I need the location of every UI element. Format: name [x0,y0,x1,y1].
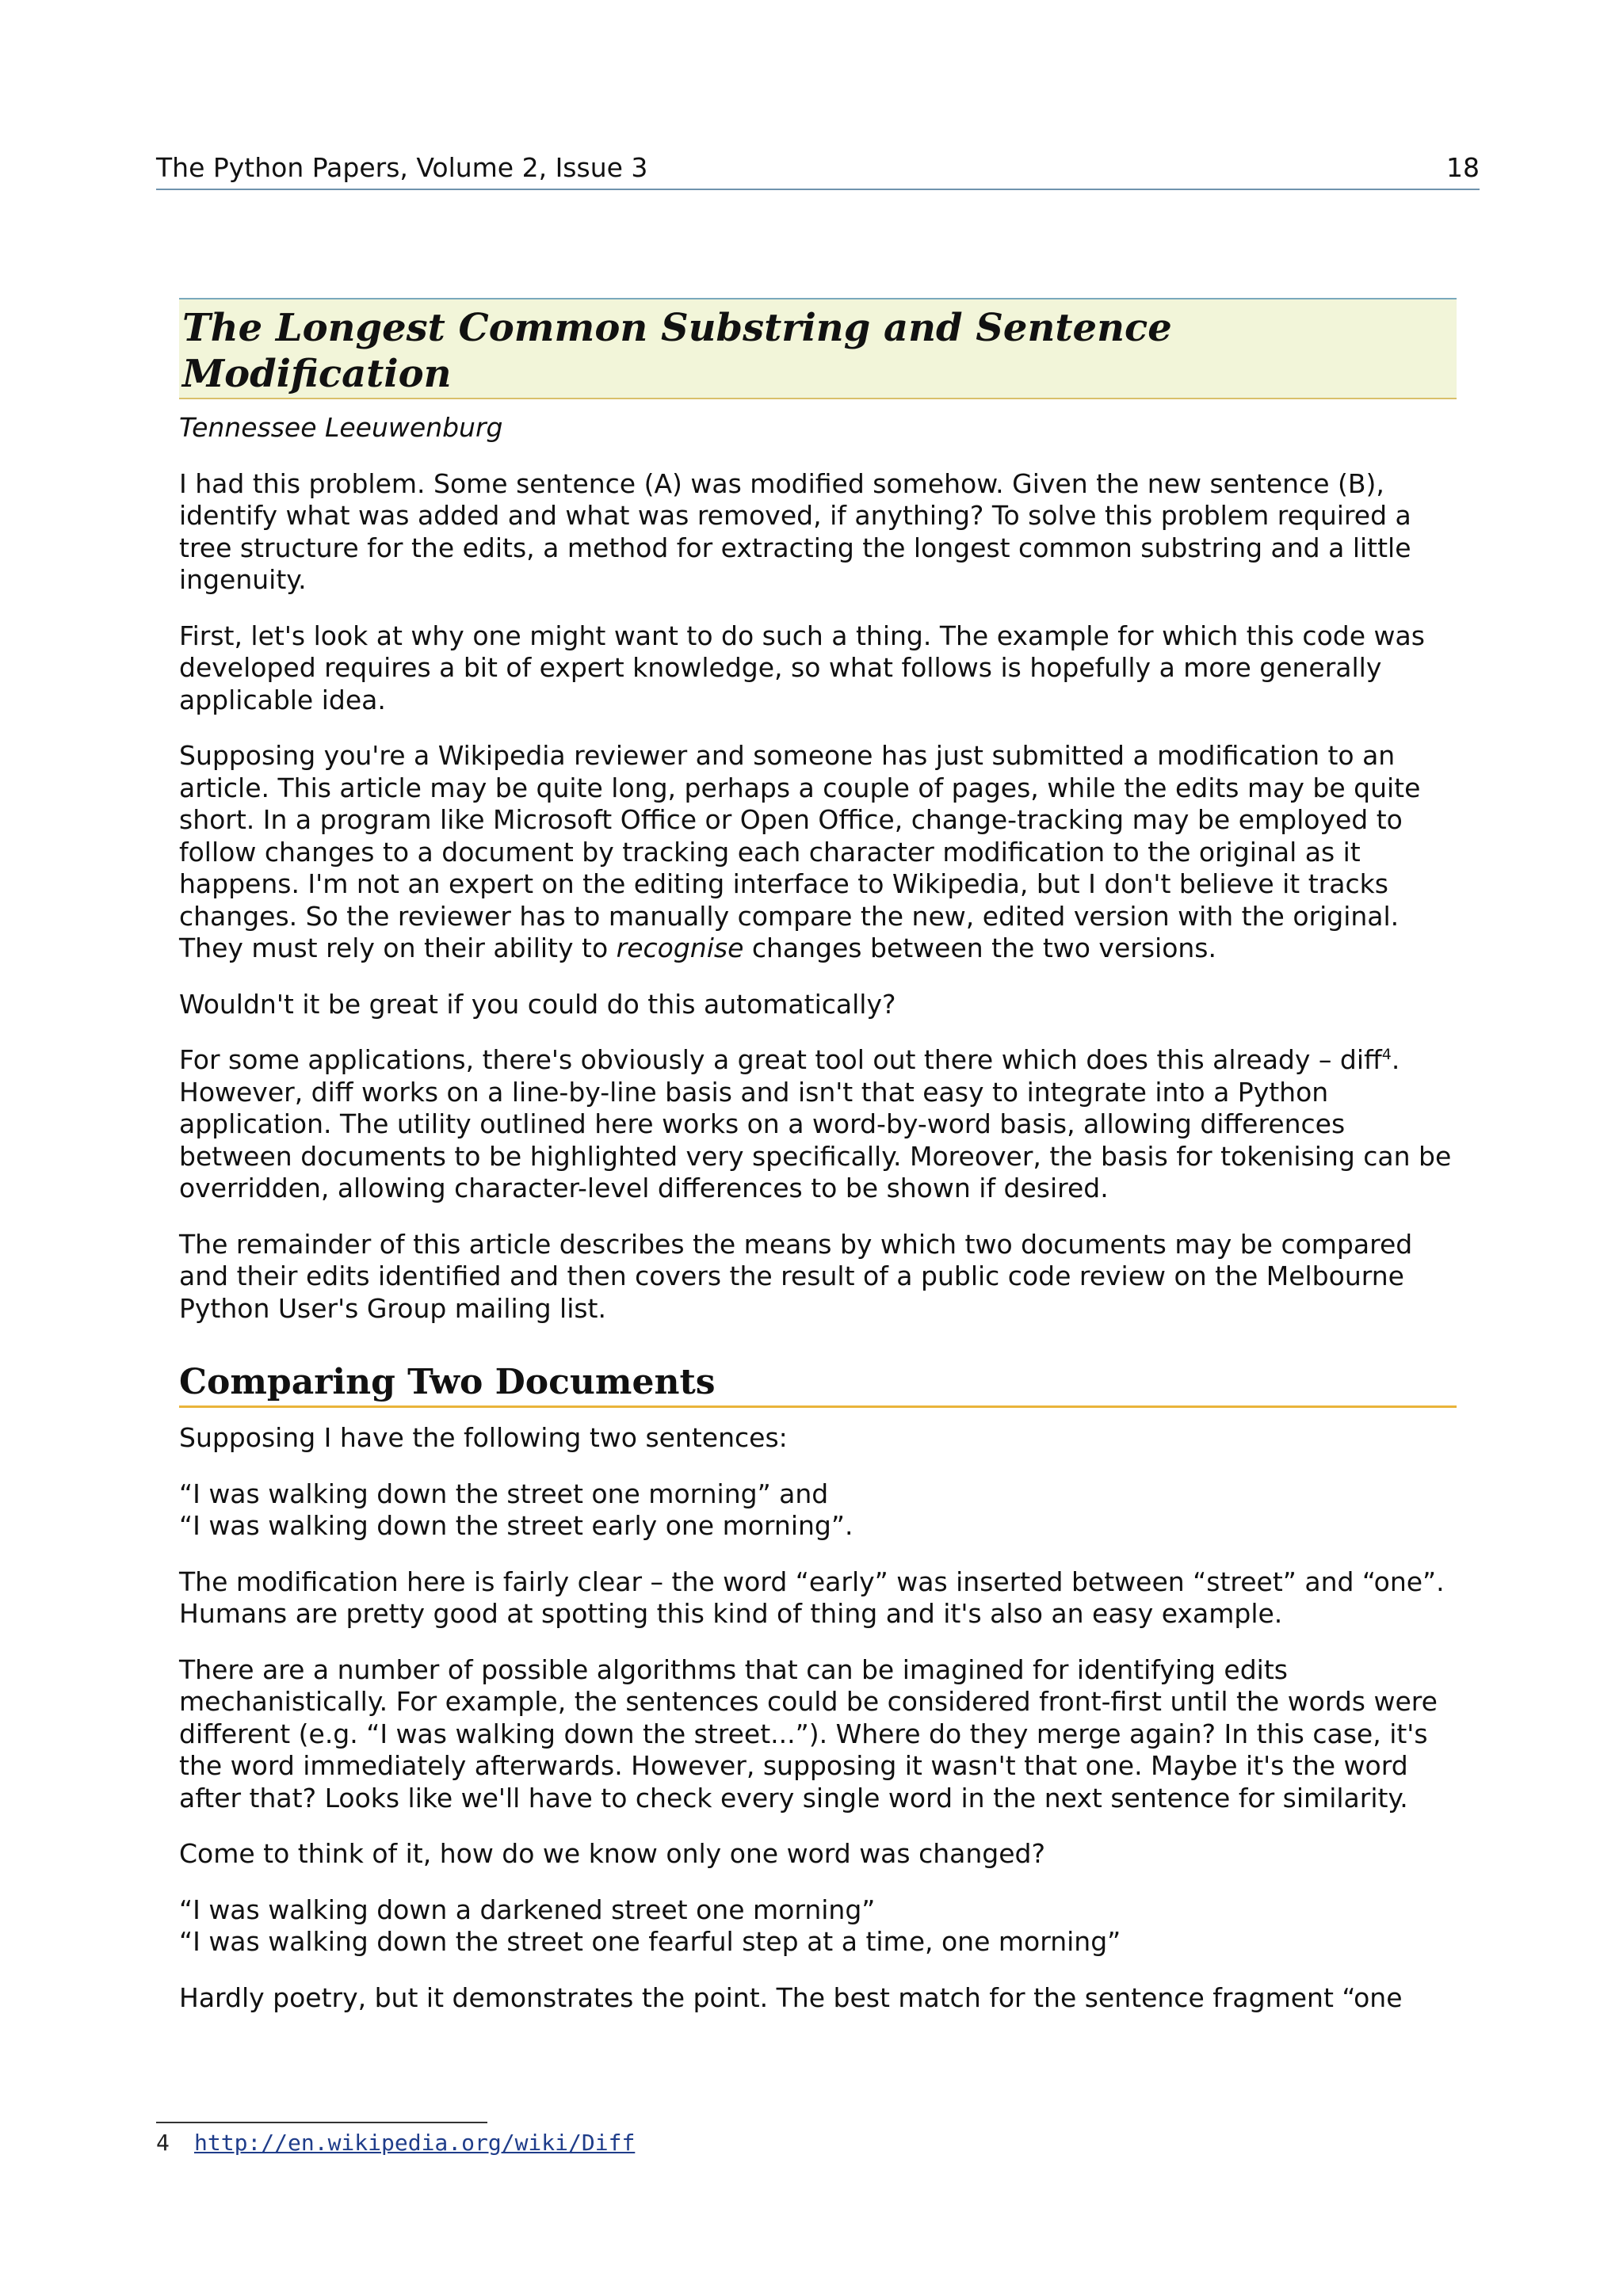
paragraph-remainder: The remainder of this article describes the means by which two documents may be compared and their edits identified and then covers the result of a public code review on the Melbourne Python User's Group mailing list. [179,1228,1413,1324]
author-name: Tennessee Leeuwenburg [179,412,503,443]
example-sentences-1 [179,1478,1457,1543]
example-sentence-d: “I was walking down the street one fearful step at a time, one morning” [179,1926,1121,1957]
paragraph-wikipedia [179,740,1457,965]
paragraph-wikipedia-text-1: Supposing you're a Wikipedia reviewer and someone has just submitted a modification to an article. This article may be quite long, perhaps a couple of pages, while the edits may be quite short. In a program like Microsoft Office or Open Office, change-tracking may be employed to follow changes to a document by tracking each character modification to the original as it happens. I'm not an expert on the editing interface to Wikipedia, but I don't believe it tracks changes. So the reviewer has to manually compare the new, edited version with the original. They must rely on their ability to [179,740,1421,963]
paragraph-intro: I had this problem. Some sentence (A) was modified somehow. Given the new sentence (B), identify what was added and what was removed, if anything? To solve this problem required a tree structure for the edits, a method for extracting the longest common substring and a little ingenuity. [179,467,1411,595]
paragraph-wikipedia-text-2: changes between the two versions. [743,933,1216,963]
example-sentence-b: “I was walking down the street early one morning”. [179,1510,854,1541]
article-title-box [179,298,1457,399]
paragraph-algorithms: There are a number of possible algorithms that can be imagined for identifying edits mechanistically. For example, the sentences could be considered front-first until the words were different (e.g. “I was walking down the street...”). Where do they merge again? In this case, it's the word immediately afterwards. However, supposing it wasn't that one. Maybe it's the word after that? Looks like we'll have to check every single word in the next sentence for similarity. [179,1653,1438,1814]
footnote-reference[interactable]: 4 [1381,1046,1392,1063]
emphasis-recognise: recognise [616,933,744,963]
paragraph-one-word: Come to think of it, how do we know only one word was changed? [179,1838,1045,1869]
paragraph-motivation: First, let's look at why one might want to do such a thing. The example for which this code was developed requires a bit of expert knowledge, so what follows is hopefully a more generally applicable idea. [179,620,1425,715]
paragraph-sentences-intro: Supposing I have the following two sentences: [179,1422,788,1453]
footnote-separator [156,2122,487,2123]
footnote [156,2129,635,2157]
example-sentences-2 [179,1894,1457,1958]
footnote-link[interactable]: http://en.wikipedia.org/wiki/Diff [194,2130,636,2156]
paragraph-question: Wouldn't it be great if you could do this automatically? [179,988,896,1020]
journal-title: The Python Papers, Volume 2, Issue 3 [156,152,648,183]
article-title-line-1: The Longest Common Substring and Sentence [182,306,1172,350]
paragraph-diff [179,1044,1457,1205]
section-heading: Comparing Two Documents [179,1362,1457,1408]
article-title-line-2: Modification [182,352,452,396]
example-sentence-c: “I was walking down a darkened street one morning” [179,1894,876,1925]
article-title [182,305,1453,397]
article-body [179,412,1457,2038]
paragraph-modification: The modification here is fairly clear – the word “early” was inserted between “street” and “one”. Humans are pretty good at spotting this kind of thing and it's also an easy example. [179,1566,1445,1629]
paragraph-diff-text-1: For some applications, there's obviously a great tool out there which does this already – diff [179,1044,1382,1075]
paragraph-diff-text-2: . However, diff works on a line-by-line basis and isn't that easy to integrate into a Python application. The utility outlined here works on a word-by-word basis, allowing differences between documents to be highlighted very specifically. Moreover, the basis for tokenising can be overridden, allowing character-level differences to be shown if desired. [179,1044,1452,1203]
running-header [156,152,1480,190]
page-number: 18 [1446,152,1480,183]
paragraph-poetry: Hardly poetry, but it demonstrates the point. The best match for the sentence fragment “one [179,1981,1403,2013]
example-sentence-a: “I was walking down the street one morning” and [179,1478,829,1509]
footnote-number: 4 [156,2130,170,2156]
